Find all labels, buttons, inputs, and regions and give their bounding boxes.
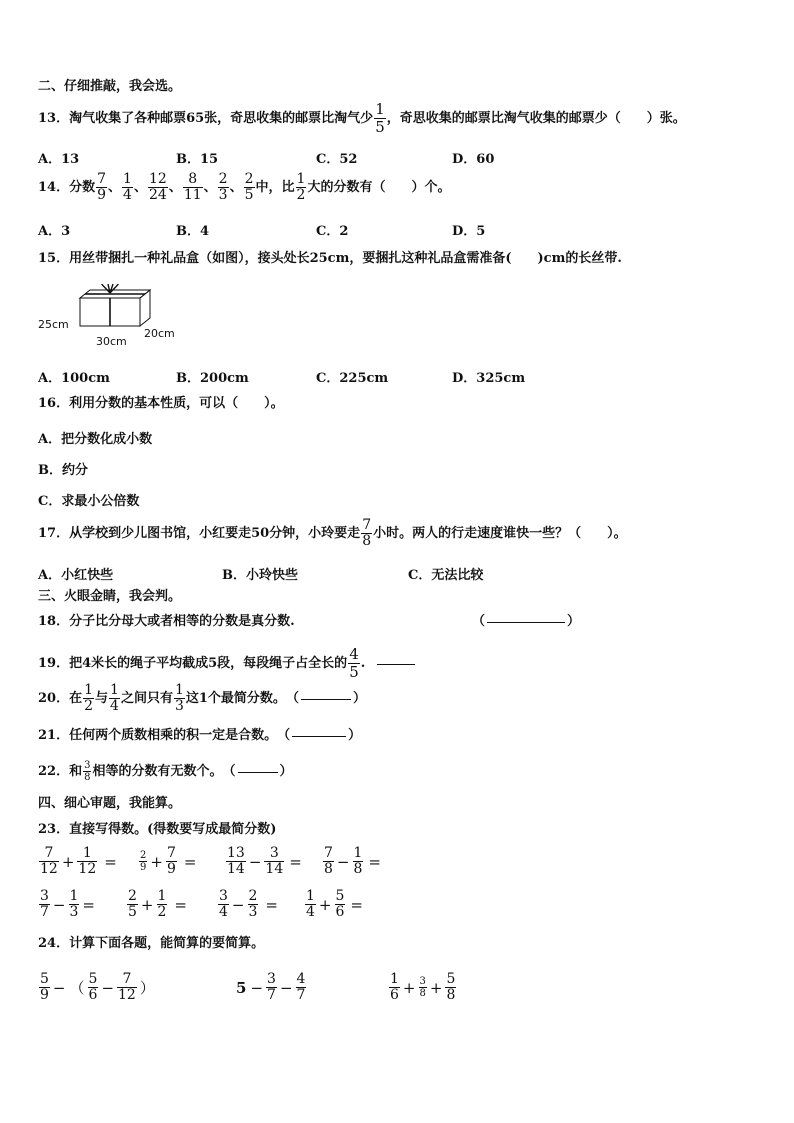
question-14: 14．分数 7 9 、 1 4 、 12 24 、 8 11 、 2 3 、 2 5 中，比 1 2 大的分数有（ ）个。: [38, 171, 451, 203]
fraction: 2 5: [244, 171, 254, 203]
fraction: 7 8: [362, 517, 372, 549]
question-13: 13．淘气收集了各种邮票65张，奇思收集的邮票比淘气少 1 5 ，奇思收集的邮票比淘气收集的邮票少（ ）张。: [38, 100, 686, 136]
q20-answer-blank[interactable]: [301, 698, 351, 700]
fraction: 2 3: [218, 171, 228, 203]
q16-option-a[interactable]: A．把分数化成小数: [38, 432, 153, 447]
question-15: 15．用丝带捆扎一种礼品盒（如图），接头处长25cm，要捆扎这种礼品盒需准备( )cm的长丝带.: [38, 251, 622, 266]
fraction: 7 8: [324, 845, 333, 877]
q23-expr-4: 7 8 − $\frac{1}{8}$ =: [324, 845, 381, 877]
fraction: $\frac{3}{7}$: [267, 971, 276, 1003]
fraction: 1 4: [123, 171, 132, 203]
q23-expr-2: 2 9 + $\frac{7}{9}$ =: [140, 845, 197, 877]
q15-option-b[interactable]: B．200cm: [176, 371, 249, 386]
q21-answer-blank[interactable]: [292, 735, 346, 737]
question-19: 19．把4米长的绳子平均截成5段，每段绳子占全长的 4 5 .: [38, 646, 417, 681]
fraction: 8 11: [183, 171, 202, 203]
q24-expr-3: 1 6 + $\frac{3}{8}$ + $\frac{5}{8}$: [390, 971, 456, 1003]
q17-option-c[interactable]: C．无法比较: [408, 568, 484, 583]
fraction: 4 5: [349, 645, 359, 681]
fraction: $\frac{7}{12}$: [118, 971, 136, 1003]
question-18: 18．分子比分母大或者相等的分数是真分数.: [38, 614, 295, 629]
fraction: 2 9: [140, 850, 147, 873]
fraction: 5 9: [40, 971, 49, 1003]
q23-expr-8: 1 4 + $\frac{5}{6}$ =: [306, 888, 363, 920]
fraction: $\frac{1}{2}$: [157, 888, 167, 920]
q16-option-c[interactable]: C．求最小公倍数: [38, 494, 140, 509]
question-22: 22．和 3 8 相等的分数有无数个。 （ ）: [38, 760, 293, 783]
fraction: 13 14: [227, 845, 245, 877]
fraction: $\frac{3}{14}$: [265, 845, 284, 877]
q19-answer-blank[interactable]: [377, 663, 415, 665]
width-label: 20cm: [144, 327, 175, 340]
height-label: 25cm: [38, 318, 69, 331]
q23-expr-6: 2 5 + $\frac{1}{2}$ =: [128, 888, 187, 920]
fraction: 3 8: [84, 760, 91, 783]
fraction: $\frac{4}{7}$: [296, 971, 306, 1003]
fraction: $\frac{1}{3}$: [69, 888, 79, 920]
q15-option-d[interactable]: D．325cm: [452, 371, 526, 386]
q13-option-c[interactable]: C．52: [316, 152, 358, 167]
fraction: $\frac{1}{8}$: [353, 845, 363, 877]
fraction: 2 5: [128, 888, 137, 920]
fraction: 1 4: [306, 888, 315, 920]
fraction: 12 24: [148, 171, 167, 203]
section-3-title: 三、火眼金睛，我会判。: [38, 589, 182, 604]
fraction: 1 6: [390, 971, 399, 1003]
q18-answer-blank[interactable]: （ ）: [472, 614, 581, 629]
q17-option-a[interactable]: A．小红快些: [38, 568, 114, 583]
q13-option-a[interactable]: A．13: [38, 152, 80, 167]
question-23: 23．直接写得数。(得数要写成最简分数): [38, 822, 277, 837]
fraction: $\frac{5}{6}$: [335, 888, 345, 920]
fraction: 7 12: [40, 845, 58, 877]
question-20: 20．在 1 2 与 1 4 之间只有 1 3 这1个最简分数。 （ ）: [38, 682, 366, 714]
fraction: 5 6: [88, 971, 98, 1003]
question-24: 24．计算下面各题，能简算的要简算。: [38, 936, 265, 951]
q22-answer-blank[interactable]: [238, 771, 278, 773]
q23-expr-7: 3 4 − $\frac{2}{3}$ =: [219, 888, 278, 920]
fraction: $\frac{2}{3}$: [248, 888, 258, 920]
q17-option-b[interactable]: B．小玲快些: [222, 568, 298, 583]
question-17: 17．从学校到少儿图书馆，小红要走50分钟，小玲要走 7 8 小时。两人的行走速度谁快一些？（ ）。: [38, 517, 627, 549]
q15-option-a[interactable]: A．100cm: [38, 371, 110, 386]
question-16: 16．利用分数的基本性质，可以（ ）。: [38, 396, 284, 411]
q16-option-b[interactable]: B．约分: [38, 463, 88, 478]
q23-expr-1: 7 12 + $\frac{1}{12}$ =: [40, 845, 117, 877]
q15-option-c[interactable]: C．225cm: [316, 371, 389, 386]
fraction: $\frac{7}{9}$: [166, 845, 176, 877]
section-2-title: 二、仔细推敲，我会选。: [38, 79, 182, 94]
fraction: 1 3: [174, 682, 184, 714]
q14-option-c[interactable]: C．2: [316, 224, 349, 239]
q13-option-b[interactable]: B．15: [176, 152, 219, 167]
fraction: $\frac{3}{8}$: [419, 976, 426, 999]
fraction: 3 4: [219, 888, 228, 920]
q13-option-d[interactable]: D．60: [452, 152, 495, 167]
q24-expr-1: 5 9 − （ 5 6 − $\frac{7}{12}$ ）: [40, 971, 155, 1003]
fraction: 3 7: [40, 888, 49, 920]
q14-option-b[interactable]: B．4: [176, 224, 210, 239]
fraction: $\frac{5}{8}$: [446, 971, 456, 1003]
fraction: 7 9: [97, 171, 107, 203]
q23-expr-3: 13 14 − $\frac{3}{14}$ =: [227, 845, 302, 877]
fraction: $\frac{1}{12}$: [78, 845, 97, 877]
section-4-title: 四、细心审题，我能算。: [38, 796, 182, 811]
fraction: 1 5: [375, 100, 385, 136]
q23-expr-5: 3 7 − $\frac{1}{3}$ =: [40, 888, 95, 920]
blank-line[interactable]: [487, 621, 565, 623]
length-label: 30cm: [96, 335, 127, 348]
gift-box-figure: [38, 284, 198, 346]
question-21: 21．任何两个质数相乘的积一定是合数。 （ ）: [38, 728, 362, 743]
q14-option-a[interactable]: A．3: [38, 224, 71, 239]
fraction: 1 2: [84, 682, 94, 714]
fraction: 1 2: [296, 171, 306, 203]
q14-option-d[interactable]: D．5: [452, 224, 486, 239]
q24-expr-2: 5 − $\frac{3}{7}$ − $\frac{4}{7}$: [236, 971, 306, 1003]
fraction: 1 4: [110, 682, 119, 714]
